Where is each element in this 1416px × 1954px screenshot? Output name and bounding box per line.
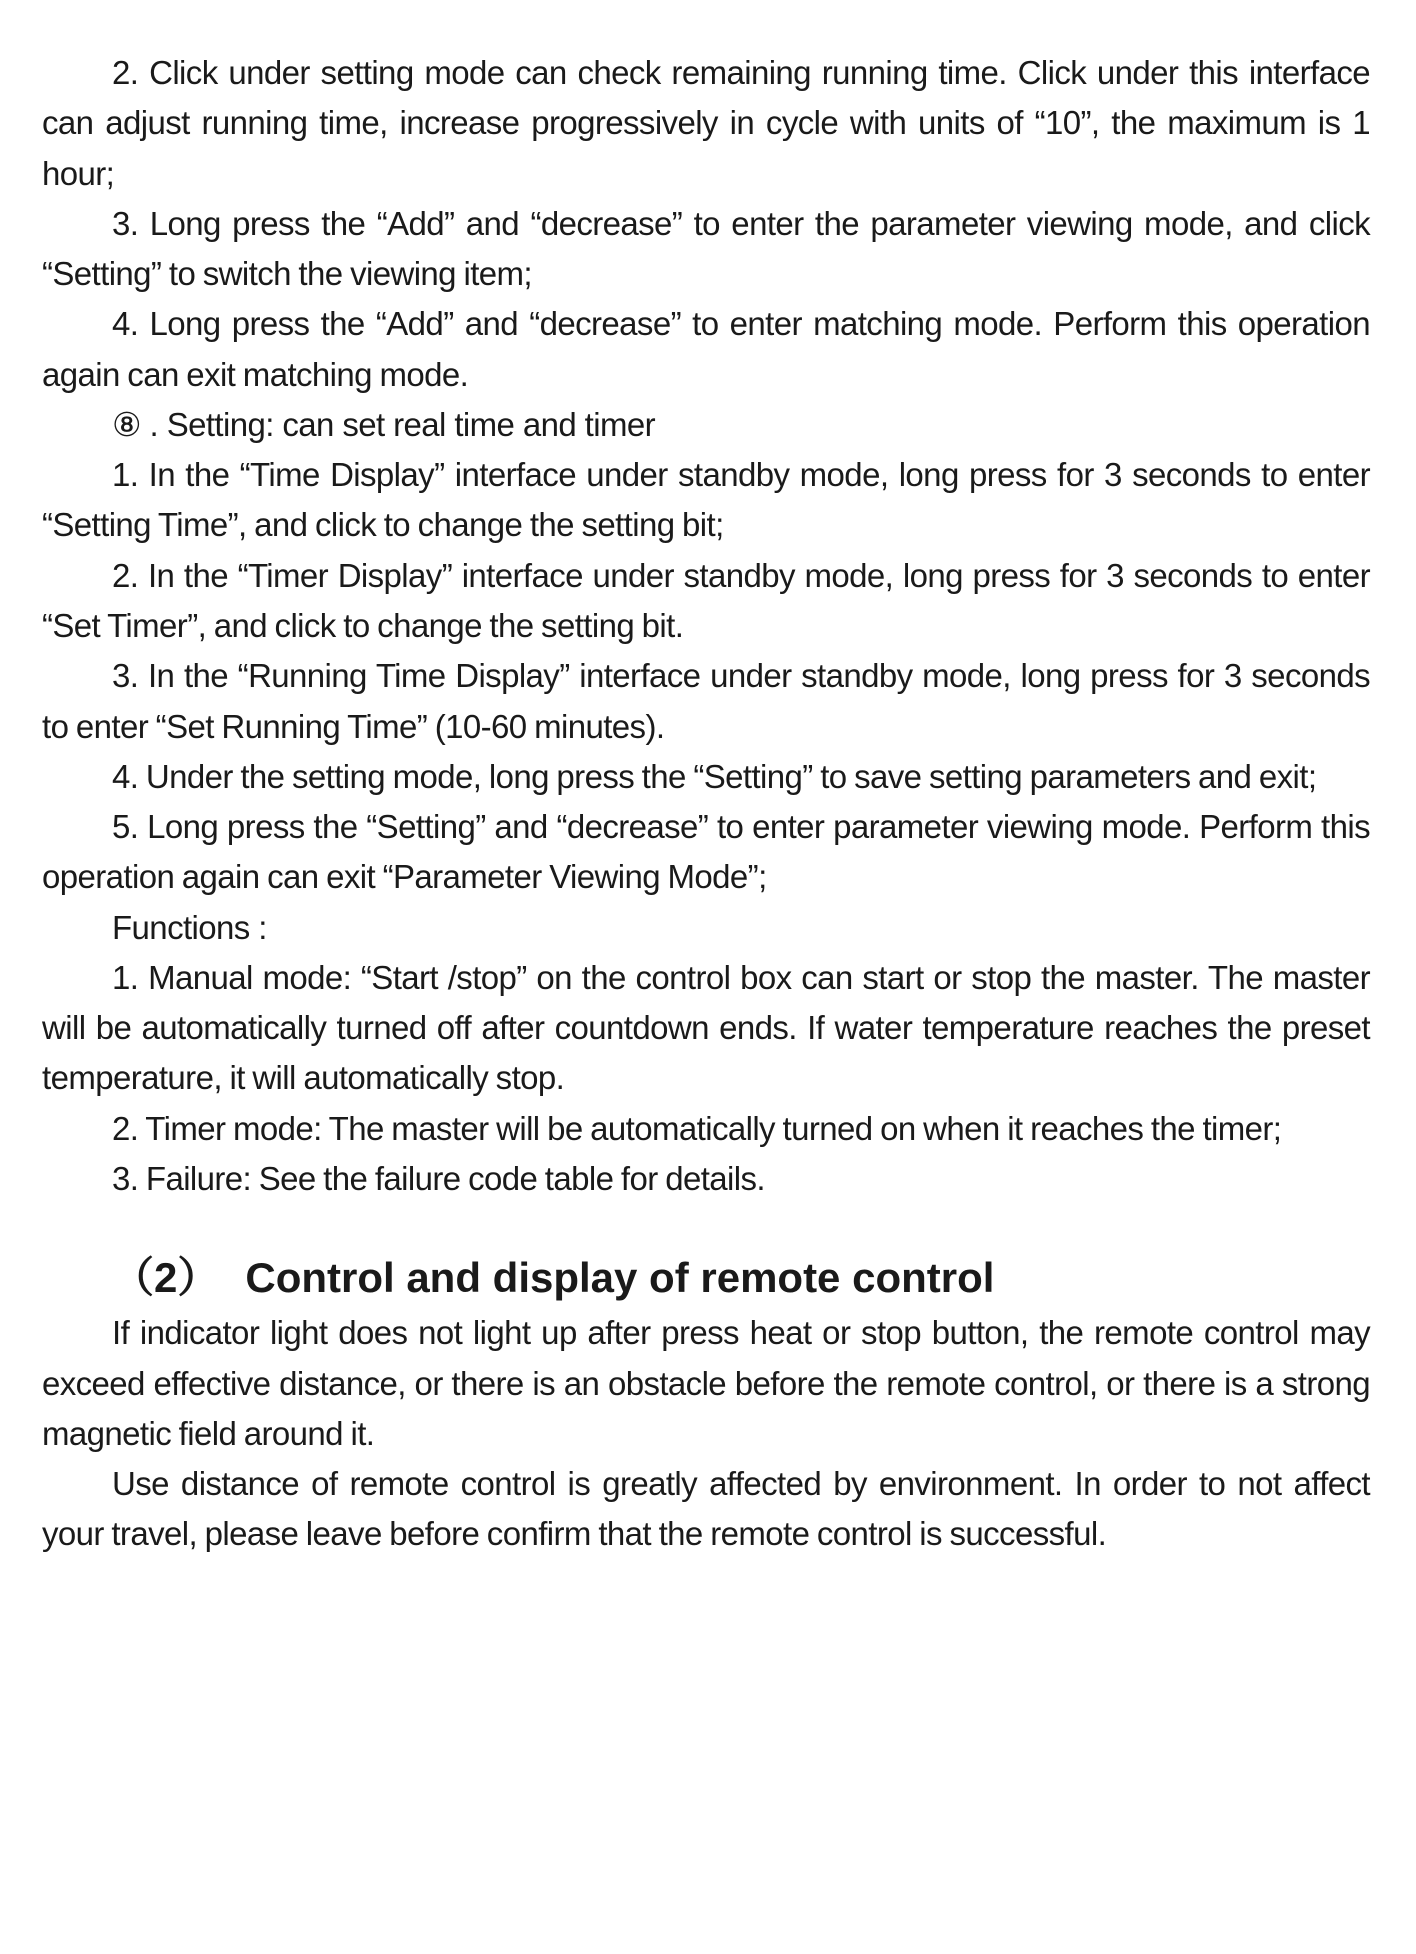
setting-item-running-time: 3. In the “Running Time Display” interface under standby mode, long press for 3 seconds to enter “Set Running Time” (10-60 minutes).: [42, 657, 1370, 745]
functions-heading: Functions :: [112, 908, 267, 946]
paragraph-matching-mode: 4. Long press the “Add” and “decrease” to enter matching mode. Perform this operation again can exit matching mode.: [42, 305, 1370, 393]
section-number: （2）: [112, 1254, 220, 1302]
setting-item-save: 4. Under the setting mode, long press the “Setting” to save setting parameters and exit;: [112, 757, 1317, 795]
section-title: [42, 1248, 1370, 1308]
paragraph-running-time: 2. Click under setting mode can check remaining running time. Click under this interface can adjust running time, increase progressively in cycle with units of “10”, the maximum is 1 hour;: [42, 54, 1370, 192]
section-title-text: Control and display of remote control: [245, 1254, 995, 1302]
setting-heading: ⑧ . Setting: can set real time and timer: [112, 406, 655, 444]
paragraph-use-distance: Use distance of remote control is greatly affected by environment. In order to not affect your travel, please leave before confirm that the remote control is successful.: [42, 1465, 1370, 1553]
document-page: [42, 48, 1370, 1560]
function-item-failure: 3. Failure: See the failure code table for details.: [112, 1159, 765, 1197]
paragraph-indicator-light: If indicator light does not light up after press heat or stop button, the remote control may exceed effective distance, or there is an obstacle before the remote control, or there is a strong magnetic field around it.: [42, 1314, 1370, 1452]
paragraph-parameter-viewing: 3. Long press the “Add” and “decrease” to enter the parameter viewing mode, and click “Setting” to switch the viewing item;: [42, 204, 1370, 293]
setting-item-timer-display: 2. In the “Timer Display” interface under standby mode, long press for 3 seconds to enter “Set Timer”, and click to change the setting bit.: [42, 556, 1370, 644]
setting-item-time-display: 1. In the “Time Display” interface under standby mode, long press for 3 seconds to enter “Setting Time”, and click to change the setting bit;: [42, 456, 1370, 544]
function-item-timer-mode: 2. Timer mode: The master will be automatically turned on when it reaches the timer;: [112, 1109, 1282, 1147]
setting-item-parameter-viewing: 5. Long press the “Setting” and “decrease” to enter parameter viewing mode. Perform this operation again can exit “Parameter Viewing Mode”;: [42, 808, 1370, 896]
function-item-manual-mode: 1. Manual mode: “Start /stop” on the control box can start or stop the master. The master will be automatically turned off after countdown ends. If water temperature reaches the preset temperature, it will automatically stop.: [42, 958, 1370, 1097]
